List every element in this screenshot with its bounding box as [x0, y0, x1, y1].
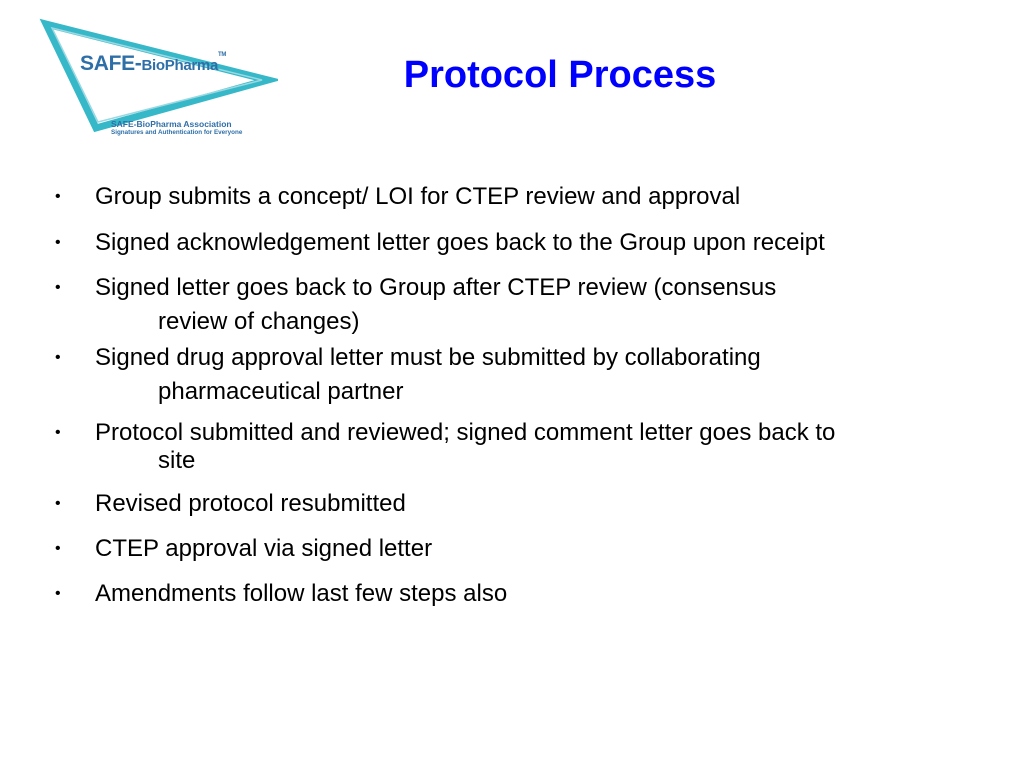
- bullet-item: [55, 532, 1005, 566]
- bullet-text: Signed drug approval letter must be submitted by collaborating: [95, 344, 761, 371]
- bullet-text: CTEP approval via signed letter: [95, 535, 433, 562]
- safe-biopharma-logo: [38, 18, 278, 143]
- bullet-item: [55, 341, 1005, 409]
- bullet-text: Signed letter goes back to Group after CTEP review (consensus: [95, 274, 777, 301]
- bullet-dot: •: [55, 424, 61, 441]
- bullet-text: Protocol submitted and reviewed; signed comment letter goes back to: [95, 419, 836, 446]
- bullet-item: [55, 419, 1005, 475]
- logo-wordmark: [80, 52, 226, 76]
- bullet-item: [55, 226, 1005, 260]
- slide-title: Protocol Process: [403, 54, 717, 96]
- bullet-dot: •: [55, 234, 61, 251]
- logo-name-small: BioPharma: [141, 57, 219, 74]
- bullet-dot: •: [55, 585, 61, 602]
- bullet-continuation: pharmaceutical partner: [158, 378, 404, 405]
- logo-tagline: Signatures and Authentication for Everyone: [111, 129, 243, 136]
- bullet-dot: •: [55, 349, 61, 366]
- logo-trademark: TM: [218, 52, 227, 58]
- bullet-dot: •: [55, 495, 61, 512]
- bullet-item: [55, 180, 1005, 214]
- bullet-text: Group submits a concept/ LOI for CTEP review and approval: [95, 183, 741, 210]
- bullet-continuation: review of changes): [158, 308, 360, 335]
- bullet-dot: •: [55, 188, 61, 205]
- bullet-list: [55, 180, 1005, 611]
- bullet-item: [55, 271, 1005, 339]
- bullet-text: Amendments follow last few steps also: [95, 580, 508, 607]
- bullet-text: Signed acknowledgement letter goes back to the Group upon receipt: [95, 229, 825, 256]
- logo-association: SAFE-BioPharma Association: [111, 119, 232, 129]
- bullet-continuation: site: [158, 447, 196, 474]
- bullet-text: Revised protocol resubmitted: [95, 490, 406, 517]
- bullet-dot: •: [55, 540, 61, 557]
- bullet-item: [55, 577, 1005, 611]
- logo-name-main: SAFE-: [80, 52, 142, 75]
- bullet-dot: •: [55, 279, 61, 296]
- bullet-item: [55, 487, 1005, 521]
